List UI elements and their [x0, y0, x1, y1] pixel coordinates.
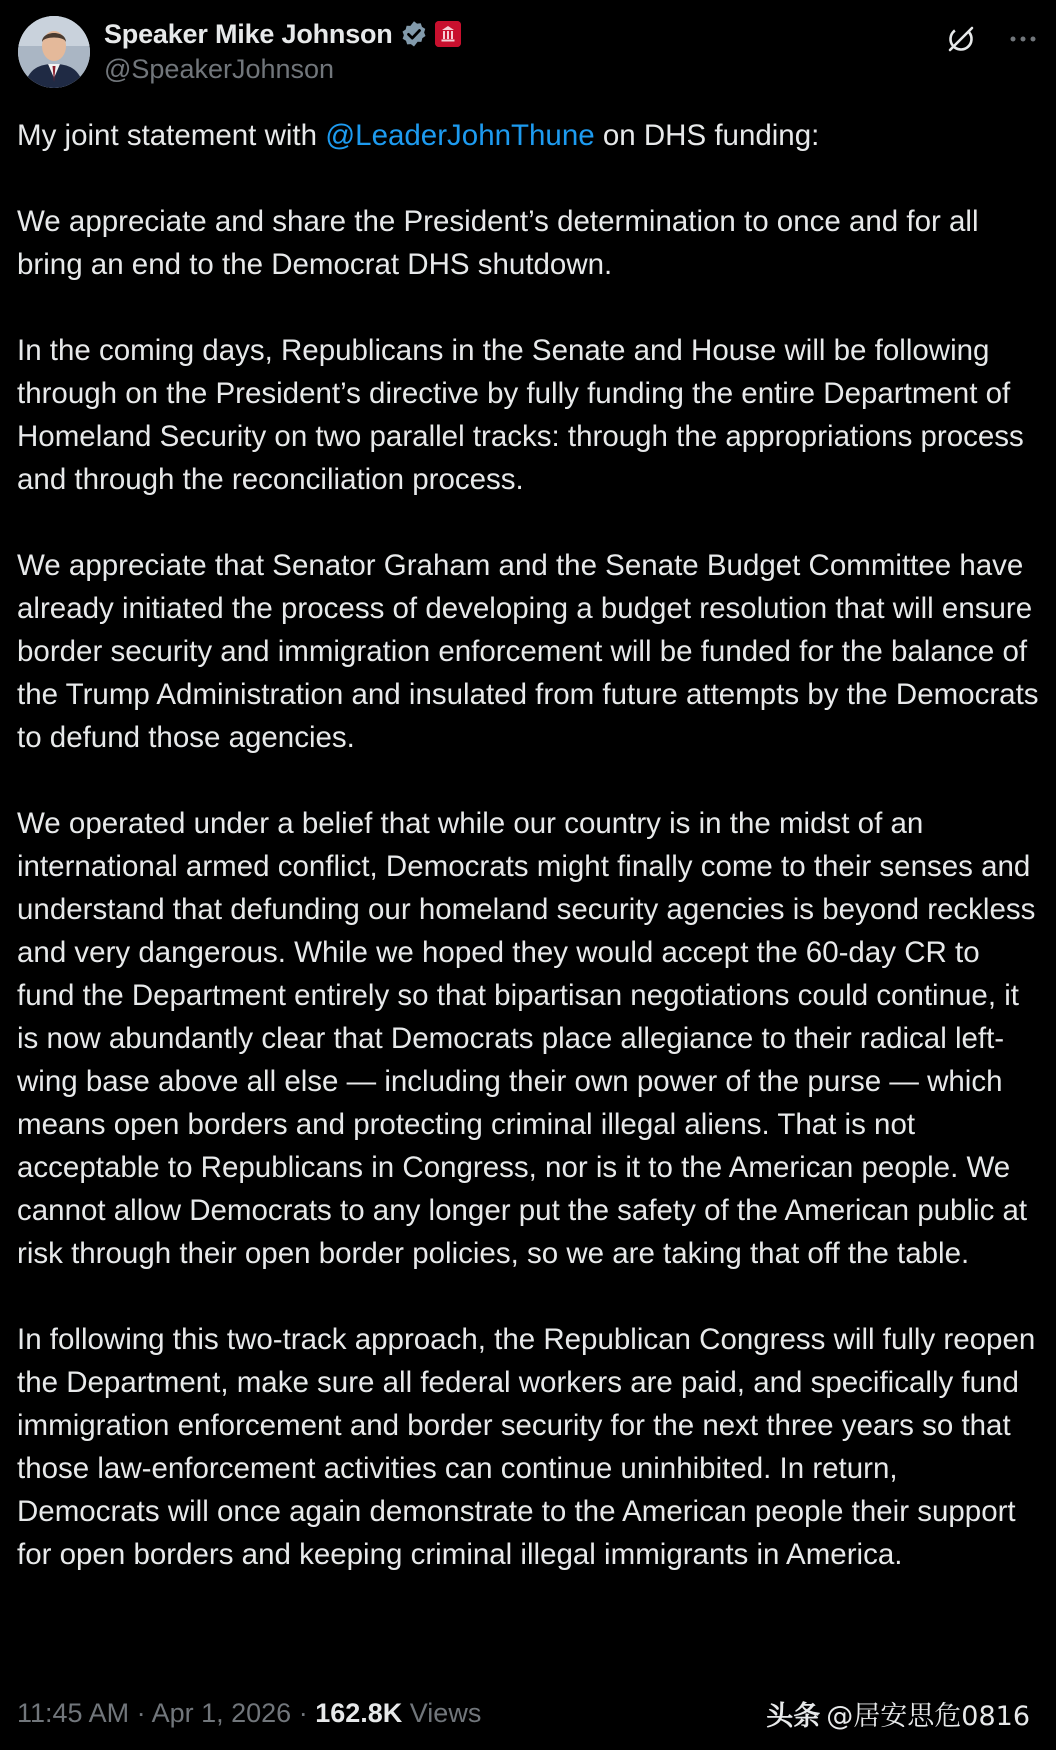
tweet-paragraph: In the coming days, Republicans in the Senate and House will be following through on the President’s directive by fully funding the entire Department of Homeland Security on two parallel tracks: through the appropriations process and through the reconciliation process. — [17, 334, 1024, 496]
intro-text: My joint statement with — [17, 119, 326, 152]
name-row — [104, 16, 461, 52]
tweet-intro — [17, 114, 1045, 157]
avatar[interactable] — [18, 16, 90, 88]
grok-icon[interactable] — [944, 22, 978, 56]
avatar-image — [18, 16, 90, 88]
house-seal-glyph — [435, 21, 461, 47]
meta-separator: · — [129, 1698, 152, 1728]
mention-link[interactable]: @LeaderJohnThune — [325, 119, 595, 152]
more-options-icon[interactable] — [1006, 22, 1040, 56]
tweet-paragraph: We appreciate and share the President’s determination to once and for all bring an end to the Democrat DHS shutdown. — [17, 205, 979, 281]
views-count[interactable]: 162.8K — [315, 1698, 403, 1728]
watermark-brand: 头条 — [766, 1701, 821, 1732]
watermark — [766, 1694, 1030, 1733]
user-handle[interactable]: @SpeakerJohnson — [104, 54, 335, 84]
intro-text-end: on DHS funding: — [594, 119, 820, 152]
tweet-meta — [17, 1698, 481, 1729]
display-name[interactable]: Speaker Mike Johnson — [104, 18, 393, 49]
tweet-time[interactable]: 11:45 AM — [17, 1698, 130, 1728]
views-label: Views — [402, 1698, 482, 1728]
meta-separator: · — [291, 1698, 316, 1728]
tweet-date[interactable]: Apr 1, 2026 — [151, 1698, 292, 1728]
tweet-text — [17, 114, 1045, 1576]
tweet-paragraph: In following this two-track approach, the Republican Congress will fully reopen the Department, make sure all federal workers are paid, and specifically fund immigration enforcement and border security for the next three years so that those law-enforcement activities can continue uninhibited. In return, Democrats will once again demonstrate to the American people their support for open borders and keeping criminal illegal immigrants in America. — [17, 1323, 1036, 1571]
house-seal-icon[interactable] — [435, 21, 461, 47]
watermark-account: @居安思危0816 — [826, 1701, 1030, 1732]
tweet-paragraph: We operated under a belief that while our country is in the midst of an international armed conflict, Democrats might finally come to their senses and understand that defunding our homeland security agencies is beyond reckless and very dangerous. While we hoped they would accept the 60-day CR to fund the Department entirely so that bipartisan negotiations could continue, it is now abundantly clear that Democrats place allegiance to their radical left-wing base above all else — including their own power of the purse — which means open borders and protecting criminal illegal aliens. That is not acceptable to Republicans in Congress, nor is it to the American people. We cannot allow Democrats to any longer put the safety of the American public at risk through their open border policies, so we are taking that off the table. — [17, 807, 1036, 1270]
verified-badge-icon[interactable] — [399, 19, 429, 49]
tweet-header — [16, 14, 1040, 90]
tweet-paragraph: We appreciate that Senator Graham and the Senate Budget Committee have already initiated the process of developing a budget resolution that will ensure border security and immigration enforcement will be funded for the balance of the Trump Administration and insulated from future attempts by the Democrats to defund those agencies. — [17, 549, 1039, 754]
